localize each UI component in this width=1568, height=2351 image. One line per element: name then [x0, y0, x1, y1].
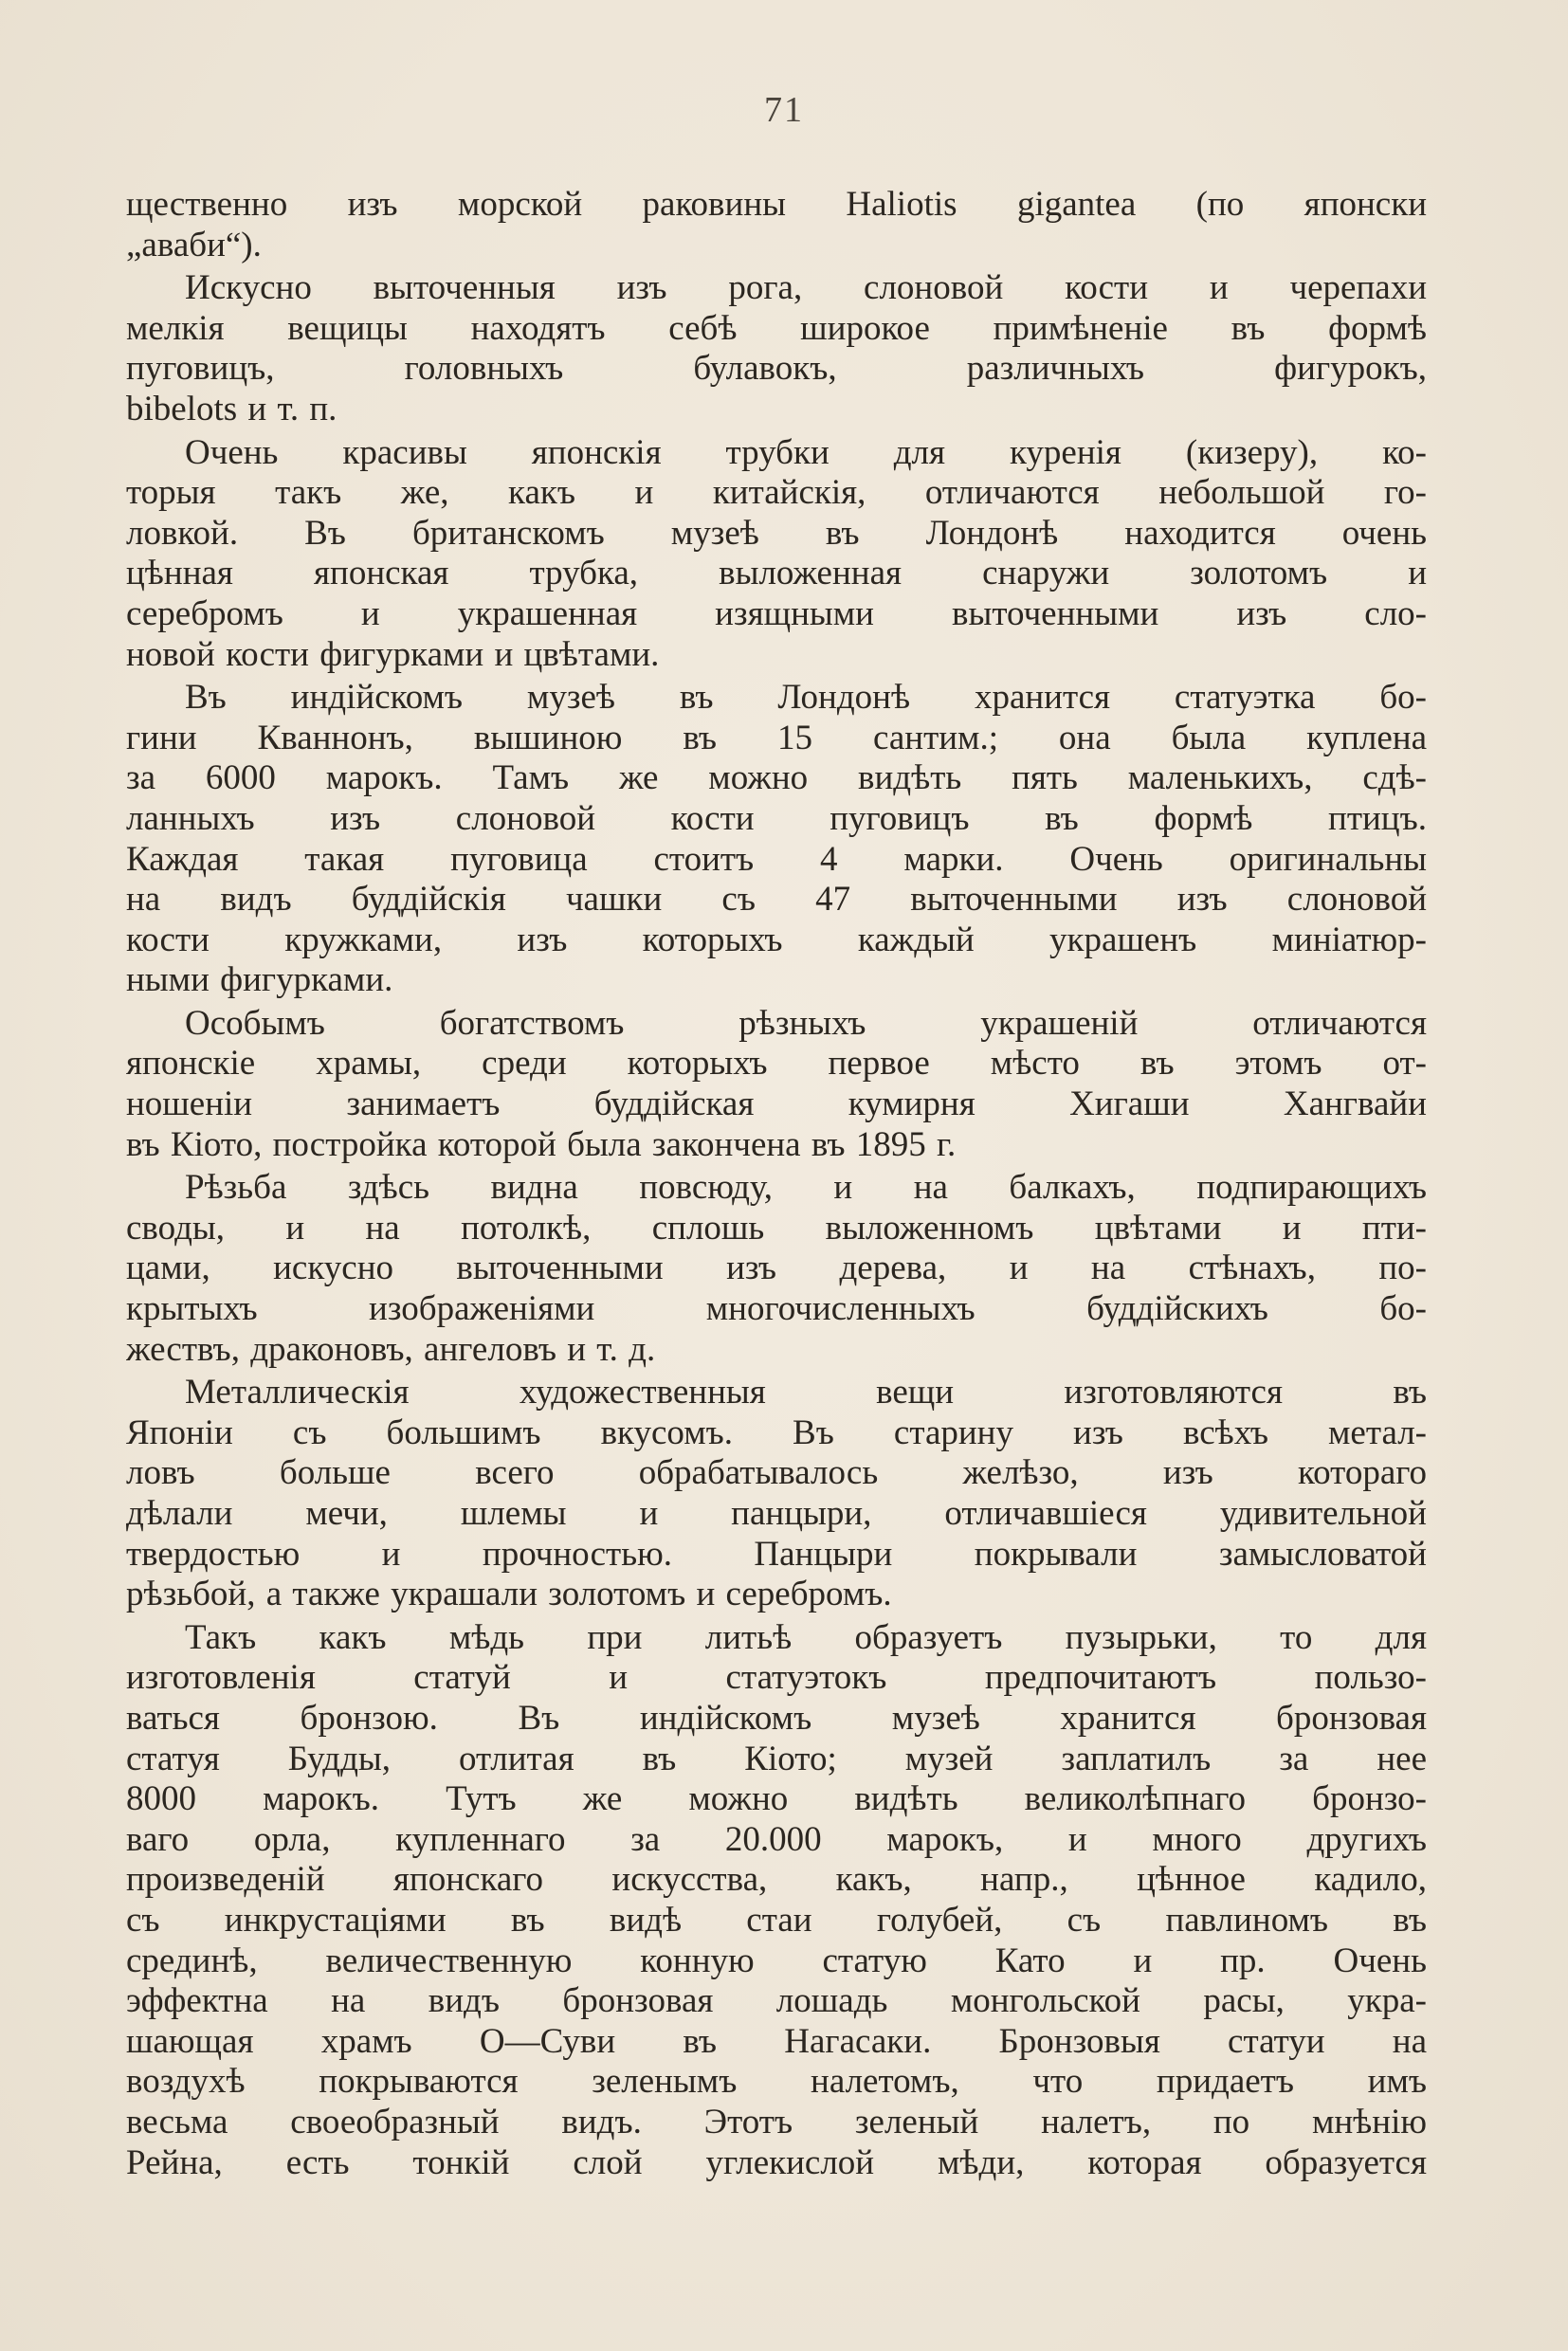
- text-line: ловъ больше всего обрабатывалось желѣзо, изъ котораго: [126, 1453, 1427, 1493]
- text-line: Такъ какъ мѣдь при литьѣ образуетъ пузырьки, то для: [185, 1617, 1427, 1657]
- paragraph: [126, 185, 1427, 265]
- text-line: за 6000 марокъ. Тамъ же можно видѣть пять маленькихъ, сдѣ-: [126, 758, 1427, 798]
- text-line: жествъ, драконовъ, ангеловъ и т. д.: [126, 1329, 656, 1369]
- text-line: bibelots и т. п.: [126, 389, 337, 428]
- paragraph: [126, 1168, 1427, 1370]
- paragraph: [126, 1618, 1427, 2183]
- text-line: Рейна, есть тонкій слой углекислой мѣди, которая образуется: [126, 2142, 1427, 2182]
- text-line: гини Кваннонъ, вышиною въ 15 сантим.; она была куплена: [126, 718, 1427, 757]
- text-line: Каждая такая пуговица стоитъ 4 марки. Очень оригинальны: [126, 839, 1427, 879]
- paragraph: [126, 433, 1427, 676]
- text-line: пуговицъ, головныхъ булавокъ, различныхъ фигурокъ,: [126, 349, 1427, 389]
- text-line: 8000 марокъ. Тутъ же можно видѣть великолѣпнаго бронзо-: [126, 1779, 1427, 1819]
- text-line: эффектна на видъ бронзовая лошадь монгольской расы, укра-: [126, 1981, 1427, 2021]
- text-line: въ Кіото, постройка которой была закончена въ 1895 г.: [126, 1124, 957, 1164]
- paragraph: [126, 678, 1427, 1001]
- text-line: съ инкрустаціями въ видѣ стаи голубей, съ павлиномъ въ: [126, 1900, 1427, 1940]
- text-line: ношеніи занимаетъ буддійская кумирня Хигаши Хангвайи: [126, 1084, 1427, 1124]
- text-line: Японіи съ большимъ вкусомъ. Въ старину изъ всѣхъ метал-: [126, 1412, 1427, 1452]
- text-line: рѣзьбой, а также украшали золотомъ и серебромъ.: [126, 1575, 892, 1614]
- text-line: торыя такъ же, какъ и китайскія, отличаются небольшой го-: [126, 473, 1427, 513]
- text-line: срединѣ, величественную конную статую Като и пр. Очень: [126, 1941, 1427, 1980]
- text-line: новой кости фигурками и цвѣтами.: [126, 634, 660, 674]
- text-line: на видъ буддійскія чашки съ 47 выточенными изъ слоновой: [126, 880, 1427, 920]
- text-line: мелкія вещицы находятъ себѣ широкое примѣненіе въ формѣ: [126, 308, 1427, 348]
- text-line: серебромъ и украшенная изящными выточенными изъ сло-: [126, 593, 1427, 633]
- text-line: Особымъ богатствомъ рѣзныхъ украшеній отличаются: [185, 1003, 1427, 1043]
- text-line: весьма своеобразный видъ. Этотъ зеленый налетъ, по мнѣнію: [126, 2102, 1427, 2141]
- text-line: ными фигурками.: [126, 960, 393, 1000]
- text-line: Очень красивы японскія трубки для куренія (кизеру), ко-: [185, 432, 1427, 472]
- text-line: ваться бронзою. Въ индійскомъ музеѣ хранится бронзовая: [126, 1698, 1427, 1738]
- text-line: цѣнная японская трубка, выложенная снаружи золотомъ и: [126, 554, 1427, 593]
- text-line: изготовленія статуй и статуэтокъ предпочитаютъ пользо-: [126, 1658, 1427, 1698]
- text-line: дѣлали мечи, шлемы и панцыри, отличавшіеся удивительной: [126, 1494, 1427, 1533]
- text-line: твердостью и прочностью. Панцыри покрывали замысловатой: [126, 1534, 1427, 1574]
- text-line: „аваби“).: [126, 225, 262, 264]
- page-number: 71: [764, 90, 804, 130]
- text-line: кости кружками, изъ которыхъ каждый украшенъ миніатюр-: [126, 920, 1427, 959]
- text-line: японскіе храмы, среди которыхъ первое мѣсто въ этомъ от-: [126, 1044, 1427, 1084]
- body-text: [126, 185, 1427, 2183]
- text-line: Металлическія художественныя вещи изготовляются въ: [185, 1373, 1427, 1412]
- text-line: щественно изъ морской раковины Haliotis gigantea (по японски: [126, 185, 1427, 224]
- text-line: воздухѣ покрываются зеленымъ налетомъ, что придаетъ имъ: [126, 2062, 1427, 2102]
- paragraph: [126, 1004, 1427, 1165]
- text-line: ланныхъ изъ слоновой кости пуговицъ въ формѣ птицъ.: [126, 798, 1427, 838]
- text-line: Рѣзьба здѣсь видна повсюду, и на балкахъ, подпирающихъ: [185, 1168, 1427, 1208]
- text-line: Въ индійскомъ музеѣ въ Лондонѣ хранится статуэтка бо-: [185, 678, 1427, 718]
- text-line: крытыхъ изображеніями многочисленныхъ буддійскихъ бо-: [126, 1289, 1427, 1329]
- text-line: статуя Будды, отлитая въ Кіото; музей заплатилъ за нее: [126, 1739, 1427, 1778]
- text-line: своды, и на потолкѣ, сплошь выложенномъ цвѣтами и пти-: [126, 1208, 1427, 1248]
- paragraph: [126, 268, 1427, 429]
- text-line: Искусно выточенныя изъ рога, слоновой кости и черепахи: [185, 268, 1427, 308]
- text-line: произведеній японскаго искусства, какъ, напр., цѣнное кадило,: [126, 1860, 1427, 1900]
- paragraph: [126, 1373, 1427, 1615]
- text-line: ловкой. Въ британскомъ музеѣ въ Лондонѣ находится очень: [126, 513, 1427, 553]
- text-line: цами, искусно выточенными изъ дерева, и на стѣнахъ, по-: [126, 1248, 1427, 1288]
- text-line: шающая храмъ О—Суви въ Нагасаки. Бронзовыя статуи на: [126, 2021, 1427, 2061]
- text-line: ваго орла, купленнаго за 20.000 марокъ, и много другихъ: [126, 1819, 1427, 1859]
